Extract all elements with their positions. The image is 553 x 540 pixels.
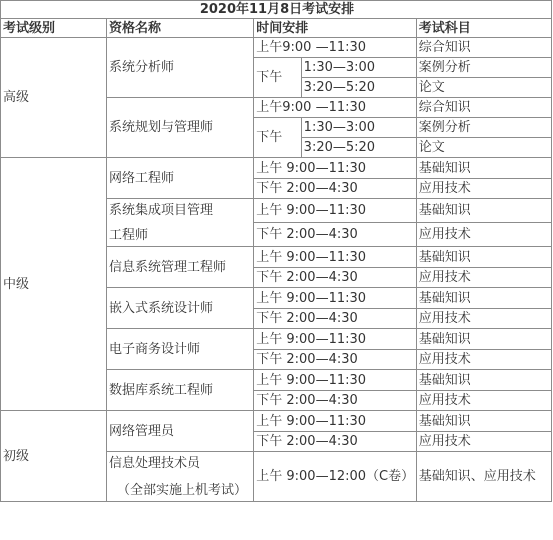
header-qualification: 资格名称 (106, 19, 253, 38)
qualification-name: 信息系统管理工程师 (106, 247, 253, 288)
time-cell: 上午 9:00—11:30 (254, 411, 416, 432)
time-cell: 下午 2:00—4:30 (254, 391, 416, 411)
qualification-name: 系统分析师 (106, 38, 253, 98)
qualification-name-line1: 系统集成项目管理 (108, 202, 213, 218)
qualification-name: 系统规划与管理师 (106, 98, 253, 158)
subject-cell: 应用技术 (416, 268, 551, 288)
subject-cell: 基础知识 (416, 411, 551, 432)
time-cell: 下午 2:00—4:30 (254, 223, 416, 247)
time-cell: 下午 2:00—4:30 (254, 432, 416, 452)
table-row (1, 158, 552, 179)
time-cell: 1:30—3:00 (301, 58, 416, 78)
qualification-name: 嵌入式系统设计师 (106, 288, 253, 329)
level-junior: 初级 (1, 411, 107, 502)
qualification-name-line2: （全部实施上机考试） (116, 482, 247, 498)
time-cell: 上午9:00 —11:30 (254, 38, 416, 58)
subject-cell: 应用技术 (416, 223, 551, 247)
table-title: 2020年11月8日考试安排 (1, 1, 552, 19)
table-row (1, 411, 552, 432)
time-cell: 上午9:00 —11:30 (254, 98, 416, 118)
time-cell: 1:30—3:00 (301, 118, 416, 138)
subject-cell: 基础知识 (416, 370, 551, 391)
time-cell: 下午 2:00—4:30 (254, 268, 416, 288)
pm-label: 下午 (254, 58, 301, 98)
subject-cell: 应用技术 (416, 309, 551, 329)
time-cell: 上午 9:00—11:30 (254, 199, 416, 223)
subject-cell: 综合知识 (416, 38, 551, 58)
subject-cell: 基础知识、应用技术 (416, 452, 551, 502)
qualification-name: 网络工程师 (106, 158, 253, 199)
header-time: 时间安排 (254, 19, 416, 38)
subject-cell: 应用技术 (416, 179, 551, 199)
time-cell: 3:20—5:20 (301, 138, 416, 158)
subject-cell: 基础知识 (416, 199, 551, 223)
qualification-name-line2: 工程师 (108, 227, 148, 243)
subject-cell: 论文 (416, 78, 551, 98)
subject-cell: 应用技术 (416, 432, 551, 452)
subject-cell: 应用技术 (416, 391, 551, 411)
time-cell: 下午 2:00—4:30 (254, 179, 416, 199)
subject-cell: 应用技术 (416, 350, 551, 370)
subject-cell: 案例分析 (416, 58, 551, 78)
header-subject: 考试科目 (416, 19, 551, 38)
qualification-name: 网络管理员 (106, 411, 253, 452)
time-cell: 下午 2:00—4:30 (254, 350, 416, 370)
title-row (1, 1, 552, 19)
header-level: 考试级别 (1, 19, 107, 38)
subject-cell: 基础知识 (416, 158, 551, 179)
pm-label: 下午 (254, 118, 301, 158)
subject-cell: 论文 (416, 138, 551, 158)
qualification-name-line1: 信息处理技术员 (108, 455, 200, 471)
time-cell: 3:20—5:20 (301, 78, 416, 98)
header-row (1, 19, 552, 38)
subject-cell: 基础知识 (416, 288, 551, 309)
time-cell: 上午 9:00—11:30 (254, 288, 416, 309)
time-cell: 上午 9:00—11:30 (254, 329, 416, 350)
table-row (1, 38, 552, 58)
qualification-name: 数据库系统工程师 (106, 370, 253, 411)
qualification-name (106, 452, 253, 502)
time-cell: 下午 2:00—4:30 (254, 309, 416, 329)
subject-cell: 案例分析 (416, 118, 551, 138)
qualification-name: 电子商务设计师 (106, 329, 253, 370)
subject-cell: 综合知识 (416, 98, 551, 118)
level-intermediate: 中级 (1, 158, 107, 411)
subject-cell: 基础知识 (416, 247, 551, 268)
time-cell: 上午 9:00—11:30 (254, 158, 416, 179)
qualification-name (106, 199, 253, 247)
time-cell: 上午 9:00—12:00（C卷） (254, 452, 416, 502)
time-cell: 上午 9:00—11:30 (254, 247, 416, 268)
level-senior: 高级 (1, 38, 107, 158)
subject-cell: 基础知识 (416, 329, 551, 350)
time-cell: 上午 9:00—11:30 (254, 370, 416, 391)
